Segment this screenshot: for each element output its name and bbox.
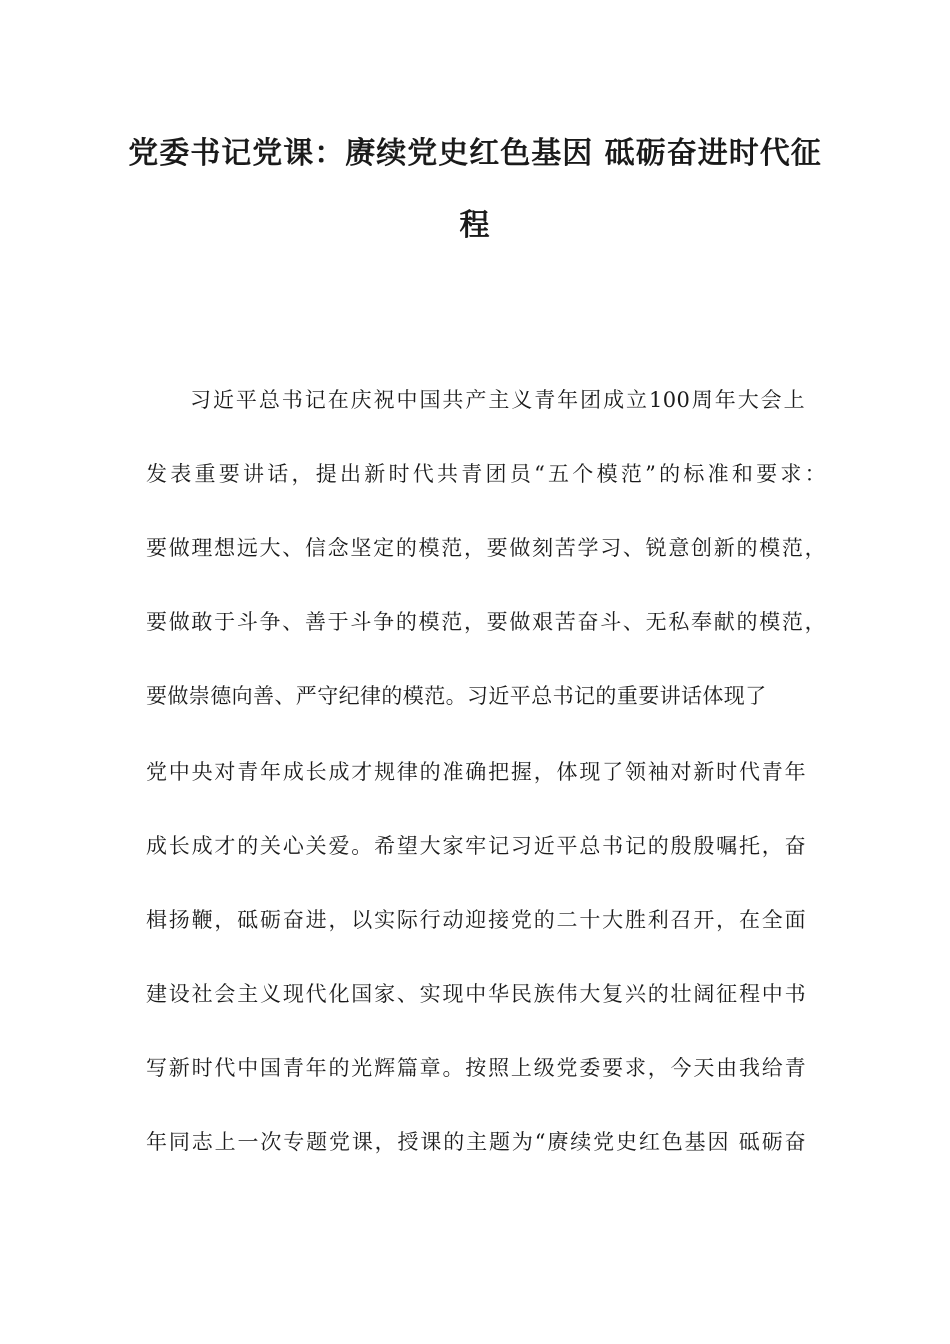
paragraph-line: 发表重要讲话，提出新时代共青团员“五个模范”的标准和要求：	[146, 462, 826, 486]
paragraph-line: 要做敢于斗争、善于斗争的模范，要做艰苦奋斗、无私奉献的模范，	[146, 610, 826, 634]
document-title-line-2: 程	[459, 208, 491, 243]
paragraph-line: 习近平总书记在庆祝中国共产主义青年团成立100周年大会上	[190, 388, 805, 412]
paragraph-line: 写新时代中国青年的光辉篇章。按照上级党委要求，今天由我给青	[146, 1056, 806, 1080]
paragraph-line: 要做崇德向善、严守纪律的模范。习近平总书记的重要讲话体现了	[146, 684, 767, 708]
paragraph-line: 要做理想远大、信念坚定的模范，要做刻苦学习、锐意创新的模范，	[146, 536, 826, 560]
document-title-line-1: 党委书记党课：赓续党史红色基因 砥砺奋进时代征	[128, 136, 822, 171]
paragraph-line: 建设社会主义现代化国家、实现中华民族伟大复兴的壮阔征程中书	[146, 982, 806, 1006]
paragraph-line: 成长成才的关心关爱。希望大家牢记习近平总书记的殷殷嘱托，奋	[146, 834, 806, 858]
paragraph-line: 党中央对青年成长成才规律的准确把握，体现了领袖对新时代青年	[146, 760, 806, 784]
paragraph-line: 楫扬鞭，砥砺奋进，以实际行动迎接党的二十大胜利召开，在全面	[146, 908, 806, 932]
paragraph-line: 年同志上一次专题党课，授课的主题为“赓续党史红色基因 砥砺奋	[146, 1130, 806, 1154]
